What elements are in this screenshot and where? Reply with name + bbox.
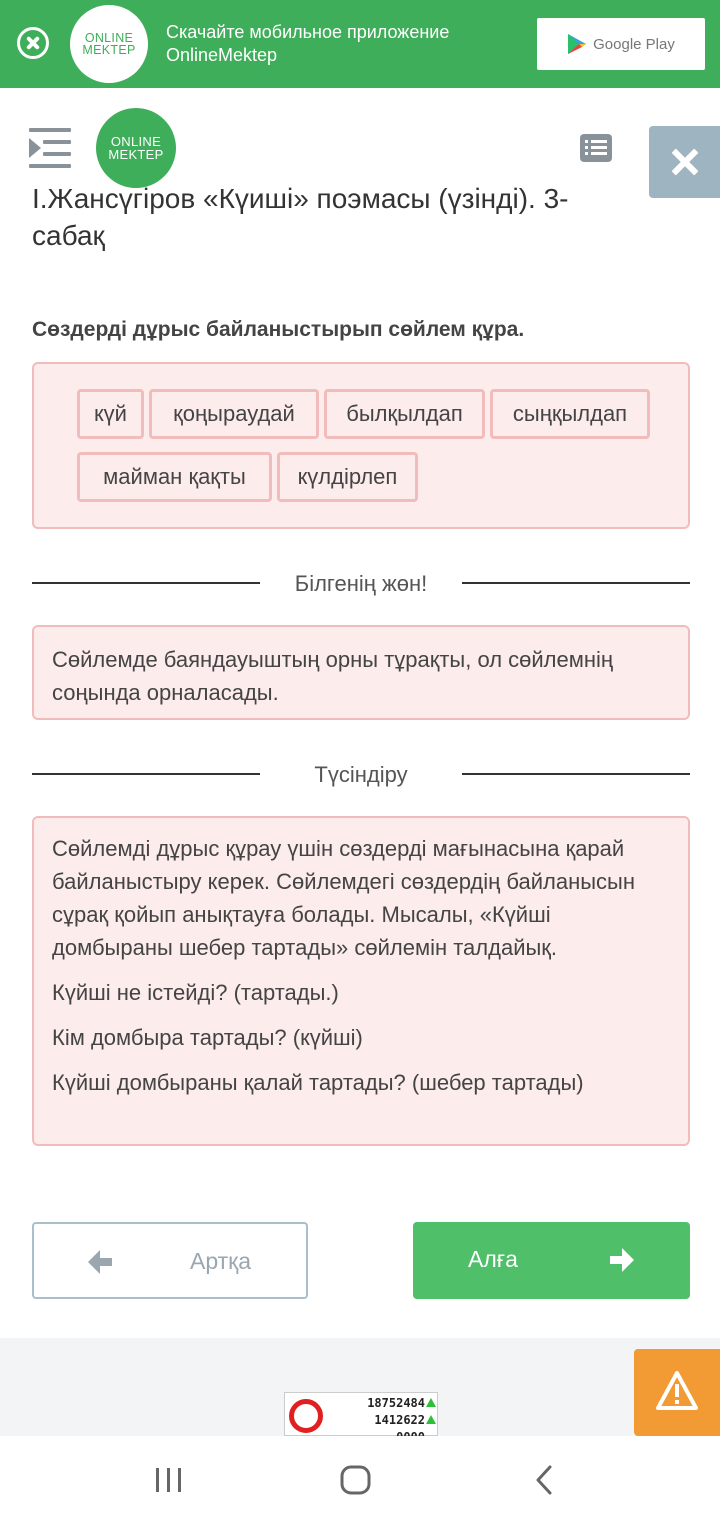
onlinemektep-logo — [70, 5, 148, 83]
explanation-question: Кім домбыра тартады? (күйші) — [52, 1025, 363, 1050]
google-play-button[interactable] — [537, 18, 705, 70]
task-instruction: Сөздерді дұрыс байланыстырып сөйлем құра. — [32, 318, 525, 341]
divider-line — [462, 773, 690, 775]
divider-line — [32, 773, 260, 775]
divider-line — [462, 582, 690, 584]
word-chip[interactable]: қоңыраудай — [149, 389, 319, 439]
explanation-question: Күйші домбыраны қалай тартады? (шебер тартады) — [52, 1070, 584, 1095]
title-line-2: сабақ — [32, 220, 105, 251]
section-divider — [32, 571, 690, 595]
counter-value: 18752484 — [367, 1396, 425, 1410]
back-button-label: Артқа — [190, 1248, 252, 1274]
explanation-question: Күйші не істейді? (тартады.) — [52, 980, 339, 1005]
banner-text — [166, 21, 449, 67]
title-line-1: І.Жансүгіров «Күиші» поэмасы (үзінді). 3- — [32, 183, 569, 214]
up-triangle-icon — [426, 1398, 436, 1407]
up-triangle-icon — [426, 1415, 436, 1424]
divider-line — [32, 582, 260, 584]
banner-text-line-1: Скачайте мобильное приложение — [166, 22, 450, 42]
logo-line-1: ONLINE — [110, 134, 162, 149]
counter-value: 1412622 — [374, 1413, 425, 1427]
warning-icon — [655, 1370, 699, 1412]
system-navigation-bar — [0, 1436, 720, 1520]
back-button[interactable] — [32, 1222, 308, 1299]
visitor-counter[interactable] — [284, 1392, 438, 1436]
info-box — [32, 625, 690, 720]
google-play-icon — [567, 33, 587, 55]
close-icon[interactable] — [649, 126, 720, 198]
banner-text-line-2: OnlineMektep — [166, 45, 278, 65]
explanation-box — [32, 816, 690, 1146]
google-play-label: Google Play — [593, 35, 675, 53]
section-heading: Түсіндіру — [314, 762, 408, 787]
menu-indent-icon[interactable] — [29, 128, 71, 168]
word-chip[interactable]: майман қақты — [77, 452, 272, 502]
logo-line-2: MEKTEP — [108, 147, 164, 162]
logo-line-1: ONLINE — [84, 31, 134, 45]
page-title — [32, 183, 632, 266]
arrow-right-icon — [608, 1248, 634, 1272]
recent-apps-icon[interactable] — [154, 1467, 184, 1493]
next-button[interactable] — [413, 1222, 690, 1299]
section-divider — [32, 762, 690, 786]
close-circle-icon[interactable] — [17, 27, 49, 59]
word-chip[interactable]: күй — [77, 389, 144, 439]
back-nav-icon[interactable] — [534, 1465, 554, 1495]
explanation-paragraph: Сөйлемді дұрыс құрау үшін сөздерді мағынасына қарай байланыстыру керек. Сөйлемдегі сөздердің байланысын сұрақ қойып анықтауға болады. Мысалы, «Күйші домбыраны шебер тартады» сөйлемін талдайық. — [52, 836, 636, 960]
arrow-left-icon — [88, 1250, 114, 1274]
onlinemektep-logo[interactable] — [96, 108, 176, 188]
home-icon[interactable] — [340, 1465, 372, 1495]
word-chip[interactable]: күлдірлеп — [277, 452, 418, 502]
app-download-banner — [0, 0, 720, 88]
word-bank — [32, 362, 690, 529]
list-icon[interactable] — [580, 134, 612, 162]
next-button-label: Алға — [468, 1246, 518, 1272]
logo-line-2: MEKTEP — [82, 43, 136, 57]
info-text: Сөйлемде баяндауыштың орны тұрақты, ол сөйлемнің соңында орналасады. — [52, 647, 614, 705]
word-chip[interactable]: былқылдап — [324, 389, 485, 439]
counter-logo-icon — [289, 1399, 323, 1433]
report-issue-button[interactable] — [634, 1349, 720, 1436]
word-chip[interactable]: сыңқылдап — [490, 389, 650, 439]
section-heading: Білгенің жөн! — [294, 571, 428, 596]
